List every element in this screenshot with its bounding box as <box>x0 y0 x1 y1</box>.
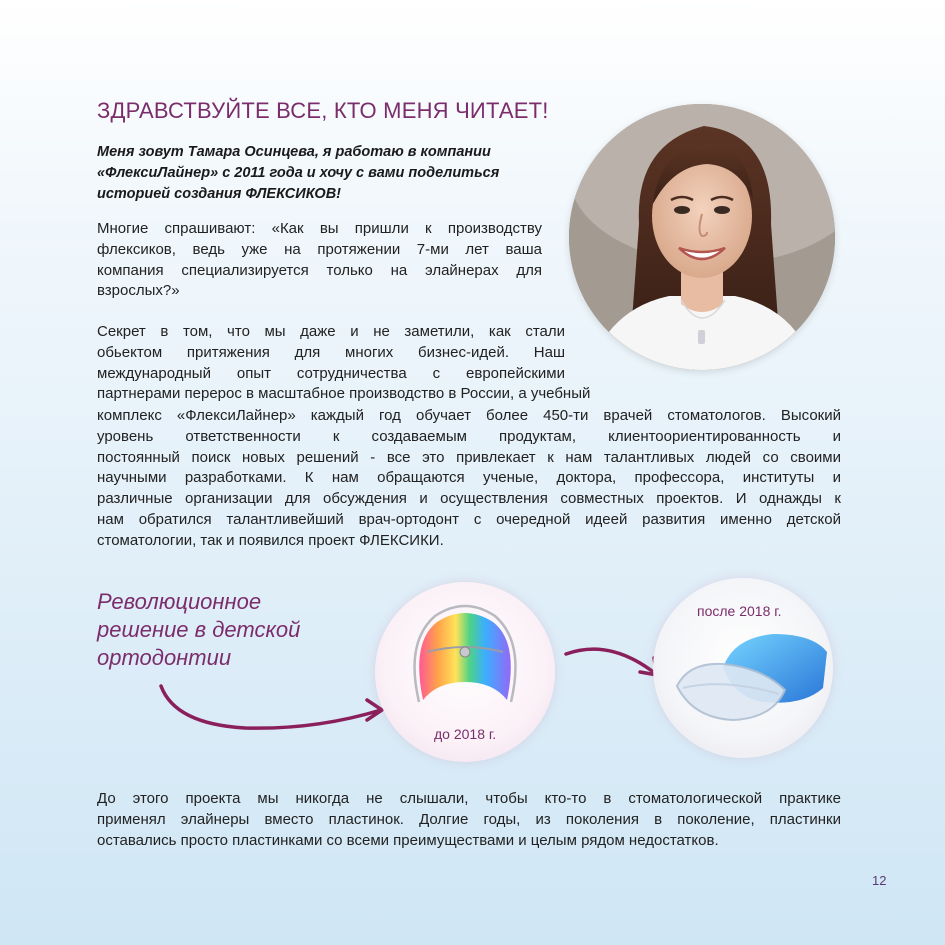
text-line: оставались просто пластинками со всеми преимуществами и целым рядом недостатков. <box>97 831 719 849</box>
page-heading: ЗДРАВСТВУЙТЕ ВСЕ, КТО МЕНЯ ЧИТАЕТ! <box>97 98 549 123</box>
caption-after: после 2018 г. <box>697 603 782 619</box>
intro-line: историей создания ФЛЕКСИКОВ! <box>97 186 342 202</box>
text-line: До этого проекта мы никогда не слышали, чтобы кто-то в стоматологической практике <box>97 790 841 807</box>
paragraph-2-mid-line <box>97 384 677 405</box>
revolution-line: решение в детской <box>97 617 301 642</box>
text-line: уровень ответственности к создаваемым продуктам, клиентоориентированность и <box>97 427 841 445</box>
revolution-line: ортодонтии <box>97 645 232 670</box>
paragraph-1 <box>97 219 542 302</box>
text-line: международный опыт сотрудничества с европейскими <box>97 364 565 382</box>
text-line: Секрет в том, что мы даже и не заметили, как стали <box>97 323 565 340</box>
text-line: научными разработками. К нам обращаются ученые, доктора, профессора, институты и <box>97 469 841 487</box>
text-line: различные организации для обсуждения и осуществления совместных проектов. И однажды к <box>97 490 841 508</box>
caption-before: до 2018 г. <box>434 726 497 742</box>
curved-arrow-icon <box>155 680 390 740</box>
text-line: нам обратился талантливейший врач-ортодонт с очередной идеей развития именно детской <box>97 510 841 528</box>
text-line: применял элайнеры вместо пластинок. Долгие годы, из поколения в поколение, пластинки <box>97 810 841 828</box>
paragraph-2-wide <box>97 406 841 552</box>
text-line: Многие спрашивают: «Как вы пришли к производству <box>97 220 542 237</box>
paragraph-2-narrow <box>97 322 565 384</box>
text-line: партнерами перерос в масштабное производство в России, а учебный <box>97 385 591 402</box>
text-line: постоянный поиск новых решений - все это привлекает к нам талантливых людей со своими <box>97 448 841 466</box>
text-line: комплекс «ФлексиЛайнер» каждый год обучает более 450-ти врачей стоматологов. Высокий <box>97 407 841 424</box>
paragraph-3 <box>97 789 841 851</box>
revolution-heading <box>97 588 337 672</box>
text-line: взрослых?» <box>97 282 180 300</box>
portrait-illustration <box>569 104 835 370</box>
page-number: 12 <box>872 873 887 888</box>
text-line: компания специализируется только на элайнерах для <box>97 261 542 279</box>
revolution-line: Революционное <box>97 589 262 614</box>
intro-line: Меня зовут Тамара Осинцева, я работаю в компании <box>97 144 491 160</box>
intro-line: «ФлексиЛайнер» с 2011 года и хочу с вами поделиться <box>97 165 500 181</box>
text-line: обьектом притяжения для многих бизнес-идей. Наш <box>97 343 565 361</box>
text-line: стоматологии, так и появился проект ФЛЕКСИКИ. <box>97 531 444 549</box>
portrait-photo <box>569 104 835 370</box>
intro-text <box>97 142 537 205</box>
text-line: флексиков, ведь уже на протяжении 7-ми лет ваша <box>97 240 542 258</box>
